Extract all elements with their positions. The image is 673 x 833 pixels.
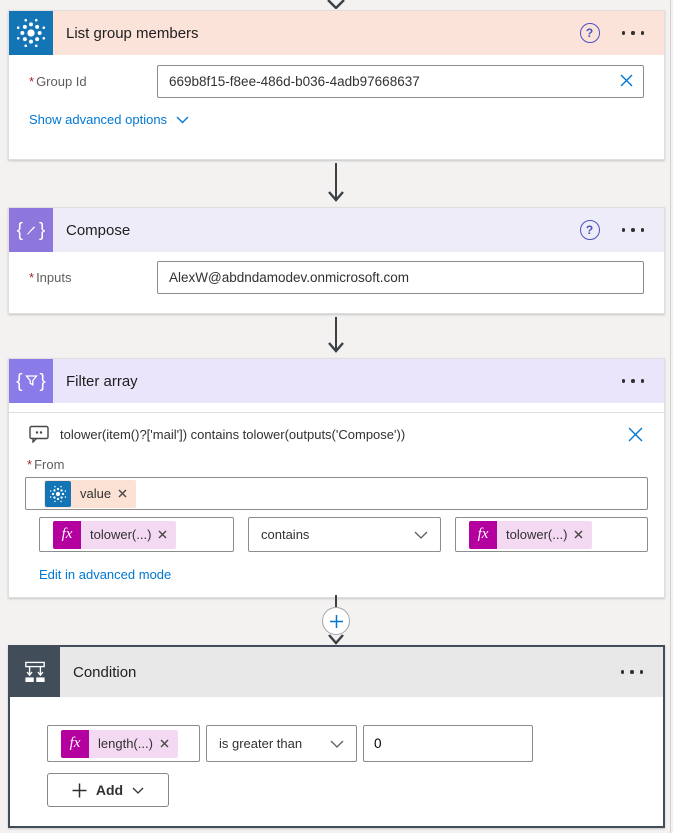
condition-operator-dropdown[interactable]: is greater than <box>206 725 357 762</box>
action-card-compose <box>8 207 665 314</box>
token-remove-icon[interactable] <box>118 489 136 498</box>
filter-left-operand[interactable] <box>39 517 234 552</box>
connector-arrow <box>327 0 345 9</box>
fx-icon: fx <box>53 521 81 549</box>
connector-arrow <box>326 633 346 645</box>
card-title: List group members <box>66 24 199 42</box>
from-label: * From <box>27 457 65 472</box>
plus-icon <box>329 614 344 629</box>
filter-operator-dropdown[interactable]: contains <box>248 517 441 552</box>
connector-arrow <box>326 314 346 358</box>
help-icon[interactable]: ? <box>580 23 600 43</box>
token-label: tolower(...) <box>90 527 152 542</box>
more-options-icon[interactable] <box>622 379 645 383</box>
expression-token[interactable] <box>53 521 176 549</box>
chevron-down-icon <box>330 740 344 748</box>
edit-advanced-mode-link[interactable]: Edit in advanced mode <box>39 567 172 582</box>
action-card-list-group-members <box>8 10 665 160</box>
filter-array-icon: { } <box>9 359 53 403</box>
value-token[interactable] <box>44 480 136 508</box>
o365-groups-icon <box>45 481 71 507</box>
remove-query-icon[interactable] <box>627 426 644 443</box>
card-header[interactable] <box>9 359 664 403</box>
from-input[interactable] <box>25 477 648 510</box>
fx-icon: fx <box>469 521 497 549</box>
token-label: tolower(...) <box>506 527 568 542</box>
fx-icon: fx <box>61 730 89 758</box>
comment-icon <box>29 425 49 443</box>
action-card-condition <box>8 645 665 828</box>
card-header[interactable] <box>9 11 664 55</box>
card-title: Filter array <box>66 372 138 390</box>
canvas-edge-line <box>670 0 671 833</box>
help-icon[interactable]: ? <box>580 220 600 240</box>
token-remove-icon[interactable] <box>574 530 592 539</box>
insert-step-button[interactable] <box>322 607 350 635</box>
token-label: length(...) <box>98 736 153 751</box>
add-button[interactable]: Add <box>47 773 169 807</box>
more-options-icon[interactable] <box>622 31 645 35</box>
condition-left-operand[interactable] <box>47 725 200 762</box>
inputs-label: * Inputs <box>29 270 72 285</box>
connector-arrow <box>326 160 346 207</box>
card-title: Compose <box>66 221 131 239</box>
expression-token[interactable] <box>61 730 178 758</box>
group-id-label: * Group Id <box>29 74 87 89</box>
compose-icon: { } <box>9 208 53 252</box>
card-header[interactable] <box>10 647 663 697</box>
filter-query-text: tolower(item()?['mail']) contains tolower(outputs('Compose')) <box>60 426 406 442</box>
chevron-down-icon <box>414 531 428 539</box>
filter-right-operand[interactable] <box>455 517 648 552</box>
o365-groups-icon <box>9 11 53 55</box>
required-marker: * <box>29 270 35 285</box>
connector-line <box>334 595 338 607</box>
group-id-input[interactable] <box>157 65 644 98</box>
show-advanced-options-link[interactable]: Show advanced options <box>29 112 664 127</box>
token-label: value <box>80 486 112 501</box>
plus-icon <box>72 783 87 798</box>
required-marker: * <box>29 74 35 89</box>
card-header[interactable] <box>9 208 664 252</box>
action-card-filter-array <box>8 358 665 598</box>
expression-token[interactable] <box>469 521 592 549</box>
more-options-icon[interactable] <box>622 228 645 232</box>
condition-icon <box>10 647 60 697</box>
required-marker: * <box>27 457 33 472</box>
condition-value-input[interactable] <box>363 725 533 762</box>
more-options-icon[interactable] <box>621 670 644 674</box>
chevron-down-icon <box>176 116 189 124</box>
token-remove-icon[interactable] <box>158 530 176 539</box>
inputs-input[interactable] <box>157 261 644 294</box>
card-title: Condition <box>73 663 137 681</box>
token-remove-icon[interactable] <box>160 739 178 748</box>
clear-input-icon[interactable] <box>619 73 634 88</box>
chevron-down-icon <box>132 787 144 794</box>
